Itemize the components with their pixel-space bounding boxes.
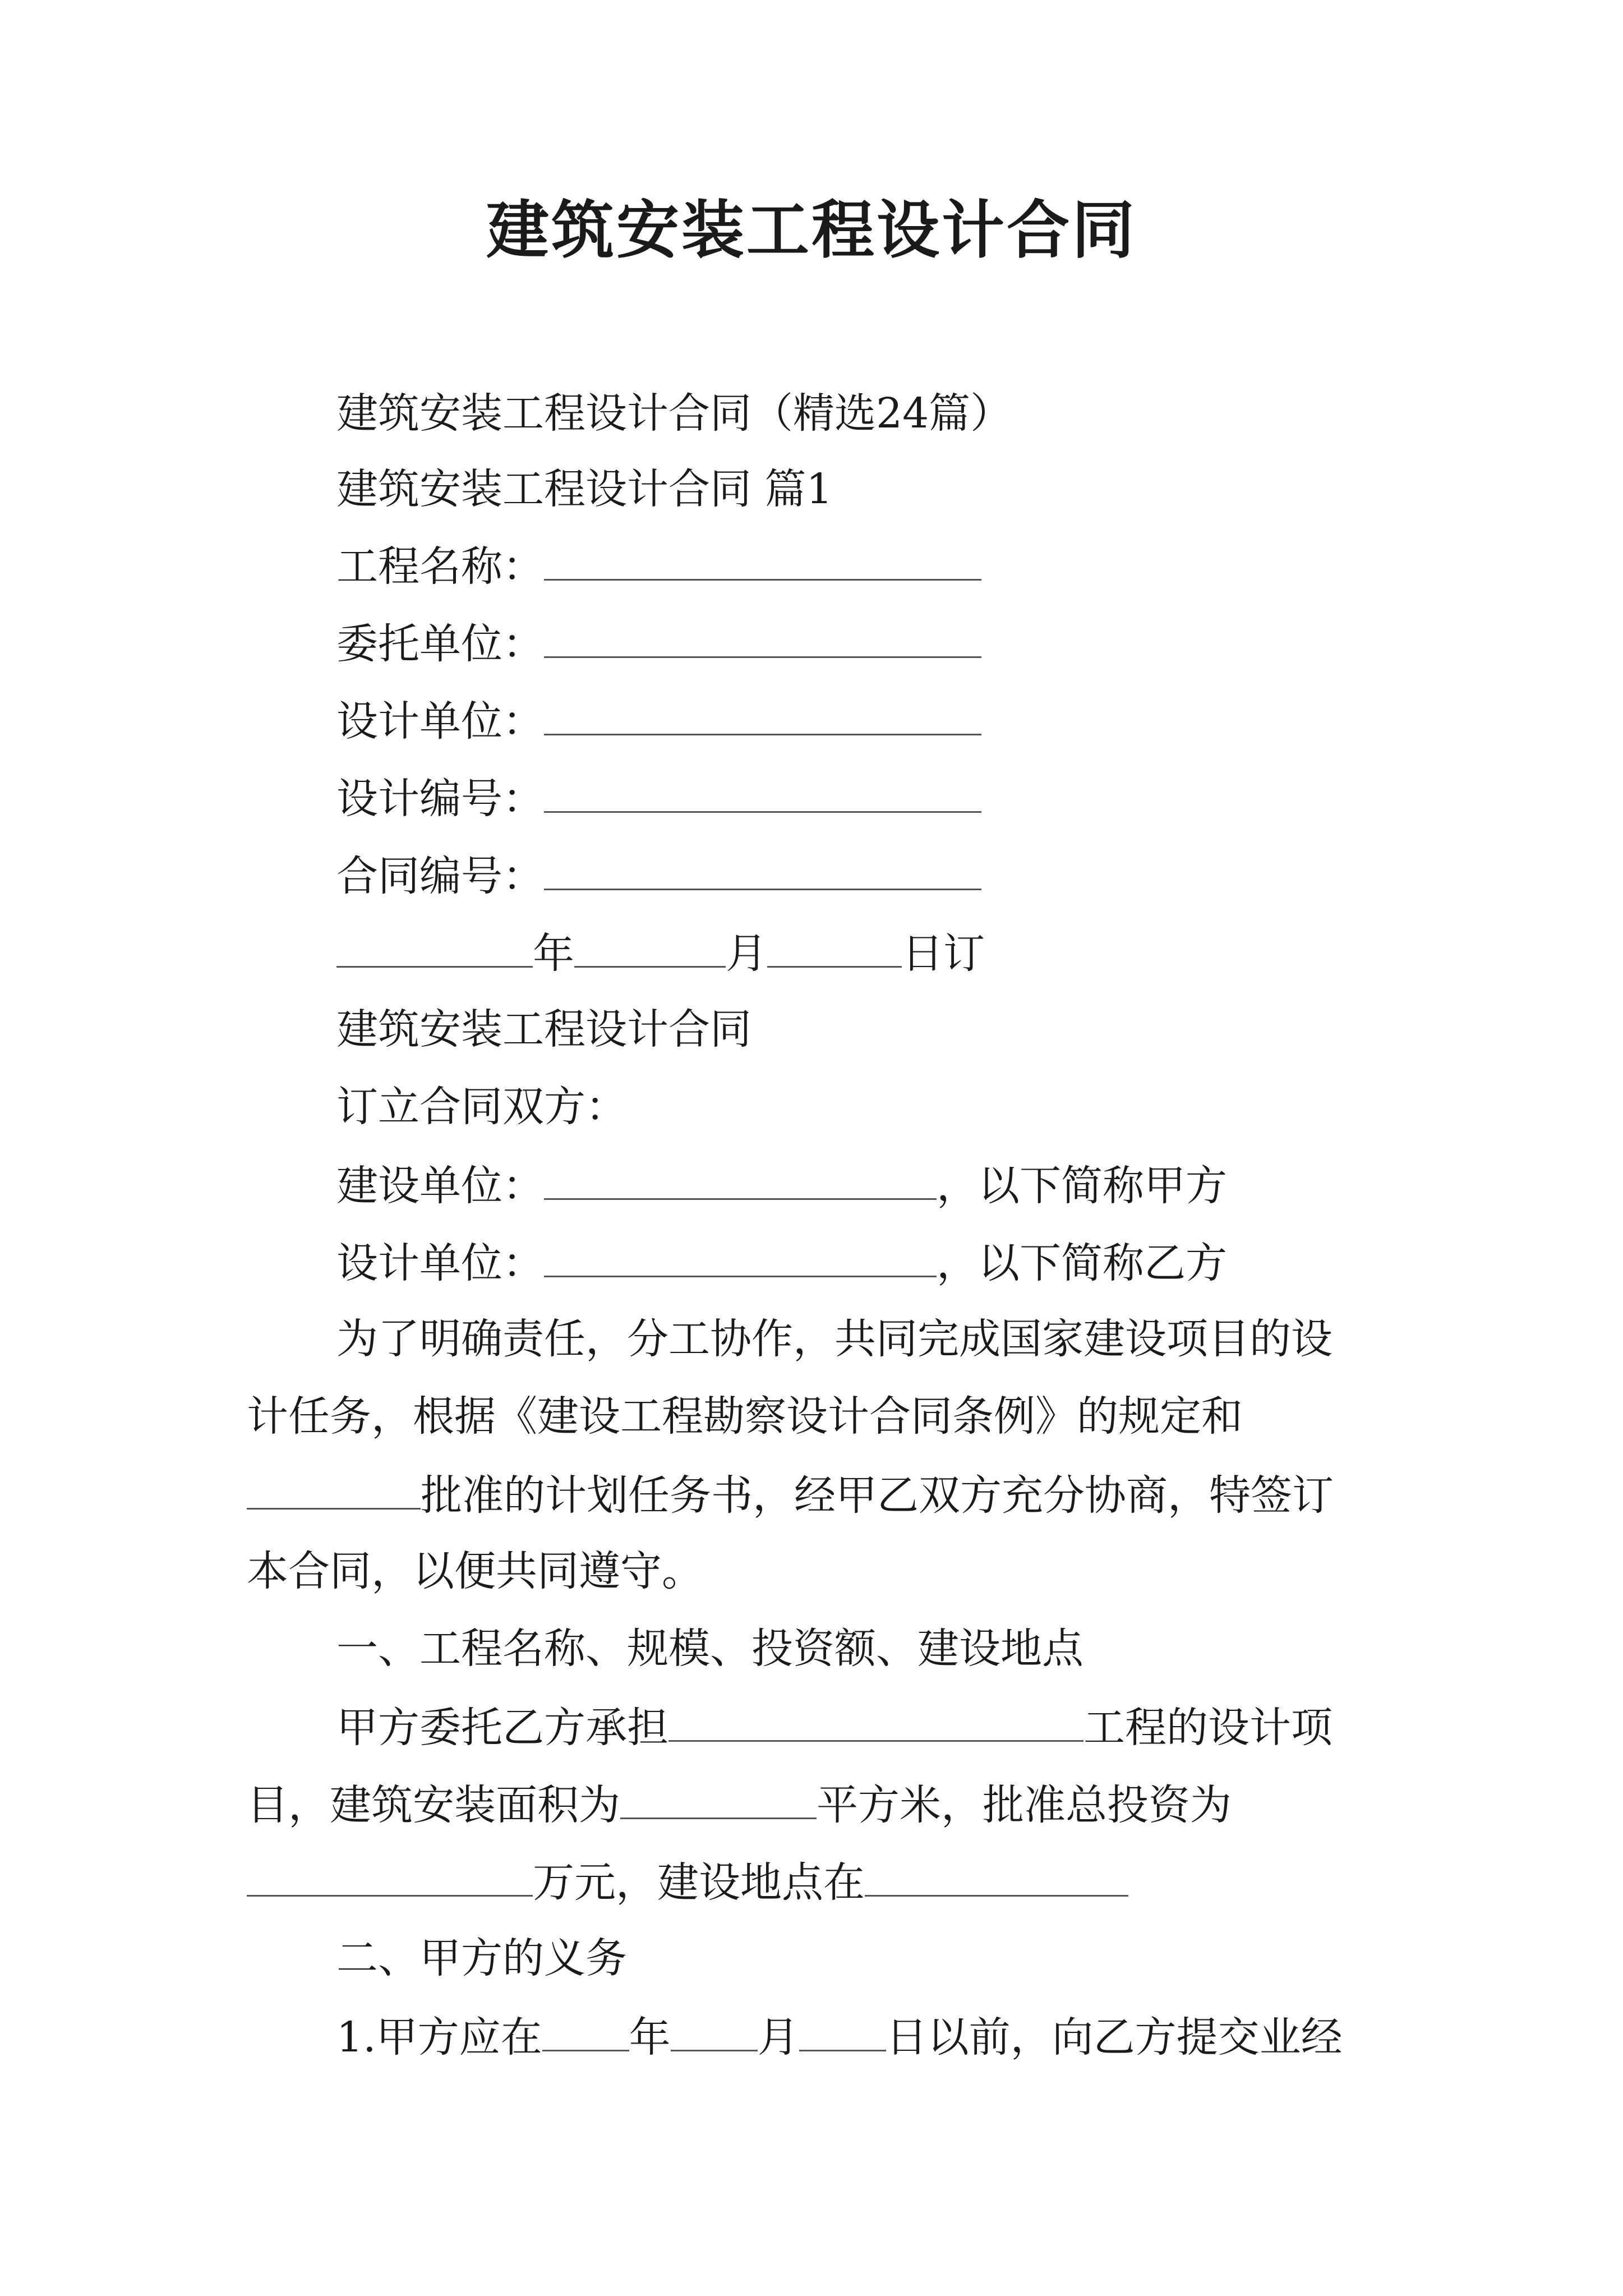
- section-2-text: 日以前，向乙方提交业经: [886, 2013, 1343, 2062]
- blank-underline: [620, 1783, 817, 1819]
- field-label: 委托单位：: [336, 620, 544, 668]
- month-label: 月: [757, 2013, 799, 2062]
- intro-line-1: 为了明确责任，分工协作，共同完成国家建设项目的设: [336, 1315, 1332, 1363]
- field-label: 合同编号：: [336, 852, 544, 900]
- section-1-text: 工程的设计项: [1083, 1704, 1332, 1752]
- party-a-line: [336, 1162, 1227, 1210]
- intro-line-3-text: 批准的计划任务书，经甲乙双方充分协商，特签订: [421, 1471, 1334, 1520]
- contract-heading: 建筑安装工程设计合同: [336, 1005, 751, 1053]
- date-line: [336, 930, 985, 978]
- section-1-heading: 一、工程名称、规模、投资额、建设地点: [336, 1625, 1083, 1673]
- blank-underline: [544, 699, 981, 735]
- day-label: 日订: [902, 930, 985, 978]
- section-1-line-1: [336, 1704, 1332, 1752]
- blank-underline: [767, 931, 902, 968]
- section-1-text: 目，建筑安装面积为: [247, 1781, 620, 1829]
- field-designer: [336, 697, 981, 746]
- party-b-line: [336, 1239, 1227, 1287]
- party-b-label: 设计单位：: [336, 1239, 544, 1287]
- section-2-line-1: [336, 2013, 1343, 2062]
- field-label: 工程名称：: [336, 542, 544, 591]
- intro-line-4: 本合同，以便共同遵守。: [247, 1547, 703, 1595]
- blank-underline: [542, 2015, 629, 2051]
- year-label: 年: [629, 2013, 671, 2062]
- intro-line-3: [247, 1471, 1334, 1520]
- blank-underline: [544, 1241, 937, 1277]
- blank-underline: [865, 1860, 1128, 1897]
- blank-underline: [671, 2015, 758, 2051]
- blank-underline: [336, 931, 533, 968]
- blank-underline: [574, 931, 726, 968]
- chapter-heading: 建筑安装工程设计合同 篇1: [336, 465, 833, 513]
- document-title: 建筑安装工程设计合同: [486, 194, 1137, 267]
- blank-underline: [799, 2015, 886, 2051]
- blank-underline: [544, 776, 981, 813]
- intro-line-2: 计任务，根据《建设工程勘察设计合同条例》的规定和: [247, 1392, 1243, 1441]
- blank-underline: [544, 544, 981, 581]
- blank-underline: [544, 1163, 937, 1200]
- party-b-suffix: ，以下简称乙方: [937, 1239, 1227, 1287]
- field-label: 设计单位：: [336, 697, 544, 746]
- field-client: [336, 620, 981, 668]
- field-design-no: [336, 775, 981, 823]
- year-label: 年: [533, 930, 574, 978]
- blank-underline: [544, 622, 981, 658]
- section-1-text: 万元，建设地点在: [533, 1858, 865, 1907]
- section-2-heading: 二、甲方的义务: [336, 1934, 627, 1982]
- section-1-line-2: [247, 1781, 1232, 1829]
- section-1-text: 平方米，批准总投资为: [817, 1781, 1232, 1829]
- party-a-suffix: ，以下简称甲方: [937, 1162, 1227, 1210]
- field-contract-no: [336, 852, 981, 900]
- party-a-label: 建设单位：: [336, 1162, 544, 1210]
- blank-underline: [247, 1473, 421, 1510]
- section-1-text: 甲方委托乙方承担: [336, 1704, 668, 1752]
- section-2-text: 1.甲方应在: [336, 2013, 542, 2062]
- subtitle: 建筑安装工程设计合同（精选24篇）: [336, 389, 1012, 438]
- month-label: 月: [726, 930, 767, 978]
- blank-underline: [544, 854, 981, 890]
- blank-underline: [247, 1860, 533, 1897]
- field-label: 设计编号：: [336, 775, 544, 823]
- blank-underline: [668, 1705, 1083, 1742]
- field-project-name: [336, 542, 981, 591]
- section-1-line-3: [247, 1858, 1128, 1907]
- parties-label: 订立合同双方：: [336, 1083, 627, 1131]
